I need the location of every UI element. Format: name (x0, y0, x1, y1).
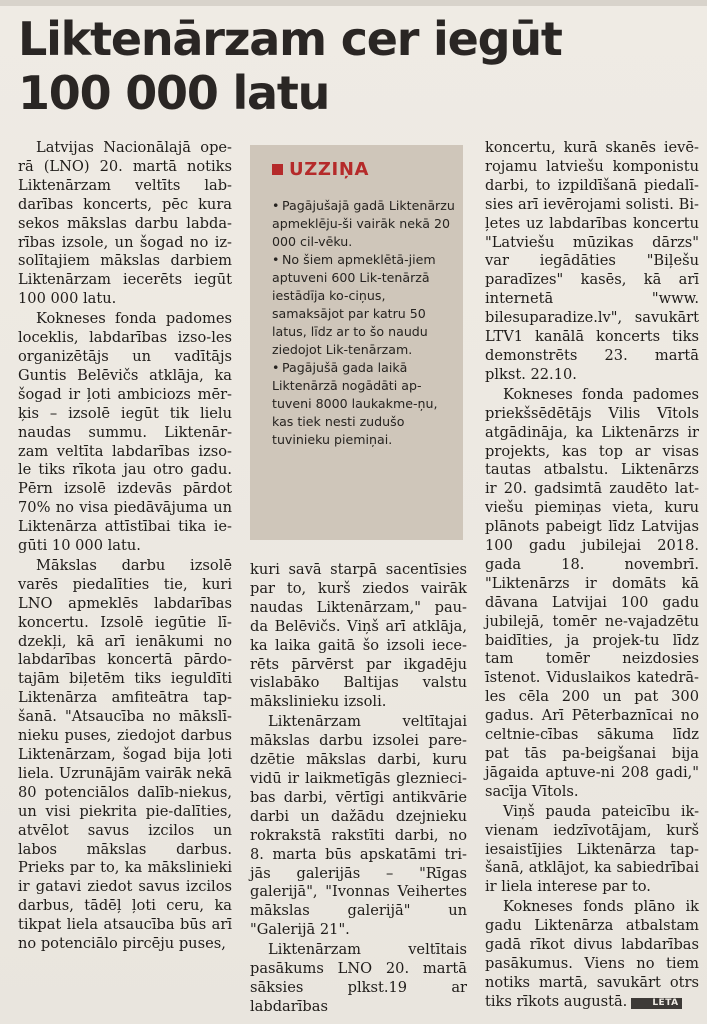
article-column-2 (250, 561, 467, 1018)
paragraph (485, 898, 699, 1011)
info-item (272, 197, 458, 251)
paragraph: Viņš pauda pateicību ik-vienam iedzīvotājam, kurš iesaistījies Liktenārza tap-šanā, atklājot, ka sabiedrībai ir liela interese par to. (485, 802, 699, 896)
article-column-3 (485, 139, 699, 1013)
bullet-icon: • (272, 252, 280, 267)
bullet-icon: • (272, 360, 280, 375)
paragraph: koncertu, kurā skanēs ievē-rojamu latviešu komponistu darbi, to izpildīšanā piedalī-sies arī ievērojami solisti. Bi-ļetes uz labdarības koncertu "Latviešu mūzikas dārzs" var iegādāties "Biļešu paradīzes" kasēs, kā arī internetā "www. bilesuparadize.lv", savukārt LTV1 kanālā koncerts tiks demonstrēts 23. martā plkst. 22.10. (485, 139, 699, 383)
bullet-icon: • (272, 198, 280, 213)
info-item (272, 359, 458, 449)
paragraph: Liktenārzam veltītajai mākslas darbu izsolei pare-dzētie mākslas darbi, kuru vidū ir laikmetīgās gleznieci-bas darbi, vērtīgi antikvārie darbi un dažādu dzejnieku rokrakstā rakstīti darbi, no 8. marta būs apskatāmi tri-jās galerijās – "Rīgas galerijā", "Ivonnas Veihertes mākslas galerijā" un "Galerijā 21". (250, 713, 467, 939)
info-sidebar-box (250, 145, 463, 540)
paragraph: Latvijas Nacionālajā ope-rā (LNO) 20. martā notiks Liktenārzam veltīts lab-darības koncerts, pēc kura sekos mākslas darbu labda-rības izsole, un šogad no iz-solītajiem mākslas darbiem Liktenārzam iecerēts iegūt 100 000 latu. (18, 139, 232, 308)
paragraph: Liktenārzam veltītais pasākums LNO 20. martā sāksies plkst.19 ar labdarības (250, 941, 467, 1015)
paragraph: Mākslas darbu izsolē varēs piedalīties tie, kuri LNO apmeklēs labdarības koncertu. Izsolē iegūtie lī-dzekļi, kā arī ienākumi no labdarības koncertā pārdo-tajām biļetēm tiks ieguldīti Liktenārza amfiteātra tap-šanā. "Atsaucība no mākslī-nieku puses, ziedojot darbus Liktenārzam, šogad bija ļoti liela. Uzrunājām vairāk nekā 80 potenciālos dalīb-niekus, un visi piekrita pie-dalīties, atvēlot savus izcilos un labos mākslas darbus. Prieks par to, ka mākslinieki ir gatavi ziedot savus izcilos darbus, tādēļ ļoti ceru, ka tikpat liela atsaucība būs arī no potenciālo pircēju puses, (18, 556, 232, 953)
info-box-title (272, 159, 369, 180)
info-item-text: Pagājušajā gadā Liktenārzu apmeklēju-ši vairāk nekā 20 000 cil-vēku. (272, 198, 455, 249)
info-item-text: Pagājušā gada laikā Liktenārzā nogādāti ap-tuveni 8000 laukakme-ņu, kas tiek nesti zudušo tuvinieku piemiņai. (272, 360, 438, 447)
paragraph-text: Kokneses fonds plāno ik gadu Liktenārza atbalstam gadā rīkot divus labdarības pasākumus. Viens no tiem notiks martā, savukārt otrs tiks rīkots augustā. (485, 898, 699, 1010)
info-item (272, 251, 458, 359)
info-box-list (272, 197, 458, 449)
source-tag: LETA (631, 998, 681, 1009)
paragraph: Kokneses fonda padomes priekšsēdētājs Vilis Vītols atgādināja, ka Liktenārzs ir projekts, kas top ar visas tautas atbalstu. Liktenārzs ir 20. gadsimtā zaudēto lat-viešu piemiņas vieta, kuru plānots pabeigt līdz Latvijas 100 gadu jubilejai 2018. gada 18. novembrī. "Liktenārzs ir domāts kā dāvana Latvijai 100 gadu jubilejā, tomēr ne-vajadzētu baidīties, ja projek-tu līdz tam tomēr neizdosies īstenot. Viduslaikos katedrā-les cēla 200 un pat 300 gadus. Arī Pēterbaznīcai no celtnie-cības sākuma līdz pat tās pa-beigšanai bija jāgaida aptuve-ni 208 gadi," sacīja Vītols. (485, 385, 699, 800)
red-square-icon (272, 164, 283, 175)
article-column-1 (18, 139, 232, 955)
article-headline: Liktenārzam cer iegūt 100 000 latu (18, 12, 562, 120)
top-rule (0, 0, 707, 6)
info-item-text: No šiem apmeklētā-jiem aptuveni 600 Lik-tenārzā iestādīja ko-ciņus, samaksājot par katru 50 latus, līdz ar to šo naudu ziedojot Lik-tenārzam. (272, 252, 436, 357)
paragraph: kuri savā starpā sacentīsies par to, kurš ziedos vairāk naudas Liktenārzam," pau-da Belēvičs. Viņš arī atklāja, ka laika gaitā šo izsoli iece-rēts pārvērst par ikgadēju vislabāko Baltijas valstu mākslinieku izsoli. (250, 561, 467, 711)
paragraph: Kokneses fonda padomes loceklis, labdarības izso-les organizētājs un vadītājs Guntis Belēvičs atklāja, ka šogad ir ļoti ambiciozs mēr-ķis – izsolē iegūt tik lielu naudas summu. Liktenār-zam veltīta labdarības izso-le tiks rīkota jau otro gadu. Pērn izsolē izdevās pārdot 70% no visa piedāvājuma un Liktenārza attīstībai tika ie-gūti 10 000 latu. (18, 310, 232, 555)
info-box-title-text: UZZIŅA (289, 159, 370, 180)
